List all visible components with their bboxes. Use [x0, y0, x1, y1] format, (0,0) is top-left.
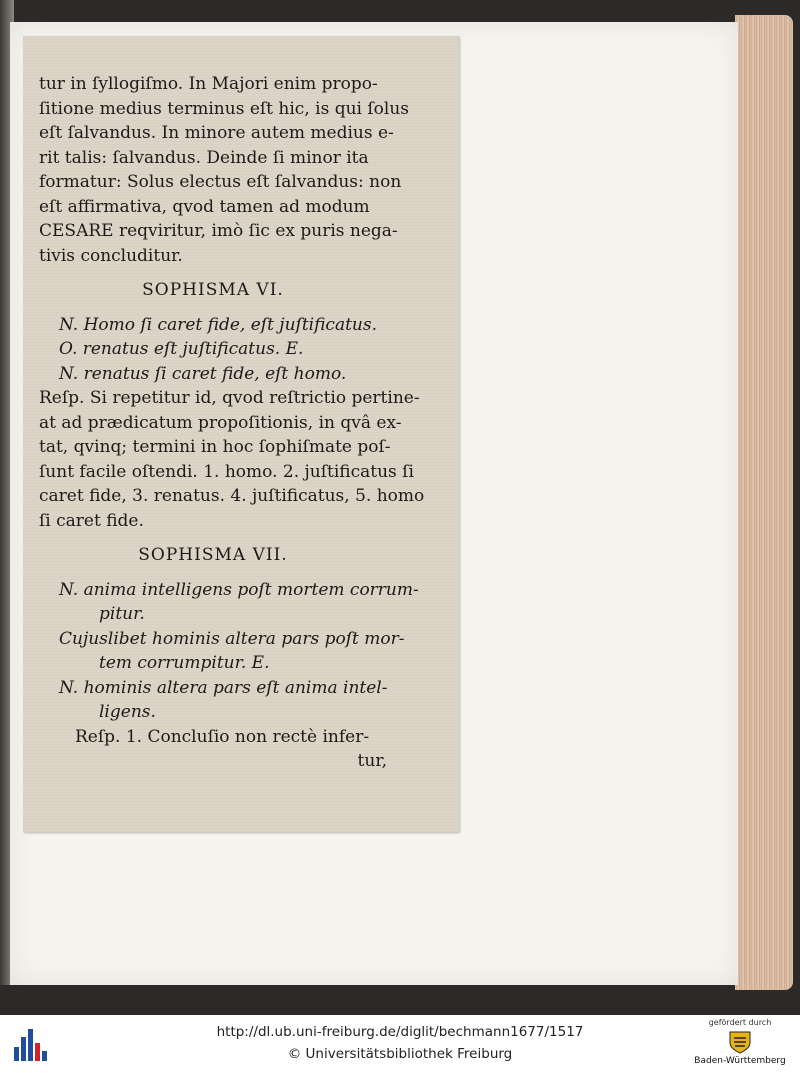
printed-text: [39, 72, 425, 774]
heading-spacer: [39, 533, 387, 543]
text-line: N. anima intelligens poſt mortem corrum-: [59, 579, 419, 600]
heading-spacer: [39, 568, 387, 578]
text-line: pitur.: [99, 604, 145, 624]
text-line: Reſp. Si repetitur id, qvod reſtrictio pertine-: [39, 388, 420, 408]
text-line: tur in ſyllogiſmo. In Majori enim propo-: [39, 74, 378, 94]
pasted-text-slip: [23, 36, 459, 832]
text-line: O. renatus eſt juſtificatus. E.: [59, 339, 304, 359]
text-line: ſunt facile oſtendi. 1. homo. 2. juſtificatus ſi: [39, 461, 414, 482]
text-line: ligens.: [99, 702, 156, 722]
section-heading: SOPHISMA VI.: [142, 280, 284, 300]
funder-name: Baden-Württemberg: [694, 1056, 786, 1066]
footer-bar: [0, 1015, 800, 1073]
text-line: N. hominis altera pars eſt anima intel-: [59, 677, 388, 698]
text-line: eſt affirmativa, qvod tamen ad modum: [39, 196, 370, 217]
text-line: rit talis: ſalvandus. Deinde ſi minor ita: [39, 147, 369, 168]
funder-label: gefördert durch: [708, 1018, 772, 1027]
book-page-edges: [735, 15, 793, 990]
text-line: Cujuslibet hominis altera pars poſt mor-: [59, 628, 405, 649]
baden-wuerttemberg-crest-icon: [727, 1029, 753, 1055]
footer-url[interactable]: http://dl.ub.uni-freiburg.de/diglit/bechmann1677/1517: [216, 1024, 584, 1040]
text-line: eſt ſalvandus. In minore autem medius e-: [39, 123, 394, 143]
funder-block: [688, 1018, 792, 1072]
blank-page: [10, 22, 738, 985]
heading-spacer: [39, 268, 387, 278]
section-heading: SOPHISMA VII.: [138, 545, 288, 565]
text-line: tat, qvinq; termini in hoc ſophiſmate poſ-: [39, 437, 391, 457]
text-line: caret fide, 3. renatus. 4. juſtificatus, 5. homo: [39, 486, 425, 506]
text-line: formatur: Solus electus eſt ſalvandus: non: [39, 172, 402, 192]
text-line: N. Homo ſi caret fide, eſt juſtificatus.: [59, 314, 377, 335]
text-line: N. renatus ſi caret fide, eſt homo.: [59, 363, 347, 384]
text-line: ſitione medius terminus eſt hic, is qui ſolus: [39, 98, 409, 119]
text-line: tem corrumpitur. E.: [99, 653, 270, 673]
footer-copyright: © Universitätsbibliothek Freiburg: [287, 1046, 513, 1062]
text-line: Reſp. 1. Concluſio non rectè infer-: [75, 726, 370, 747]
text-line: tivis concluditur.: [39, 245, 183, 266]
heading-spacer: [39, 303, 387, 313]
text-line: at ad prædicatum propoſitionis, in qvâ ex-: [39, 412, 402, 433]
text-line: tur,: [357, 751, 387, 771]
text-line: CESARE reqviritur, imò ſic ex puris nega-: [39, 221, 398, 241]
text-line: ſi caret fide.: [39, 510, 144, 531]
